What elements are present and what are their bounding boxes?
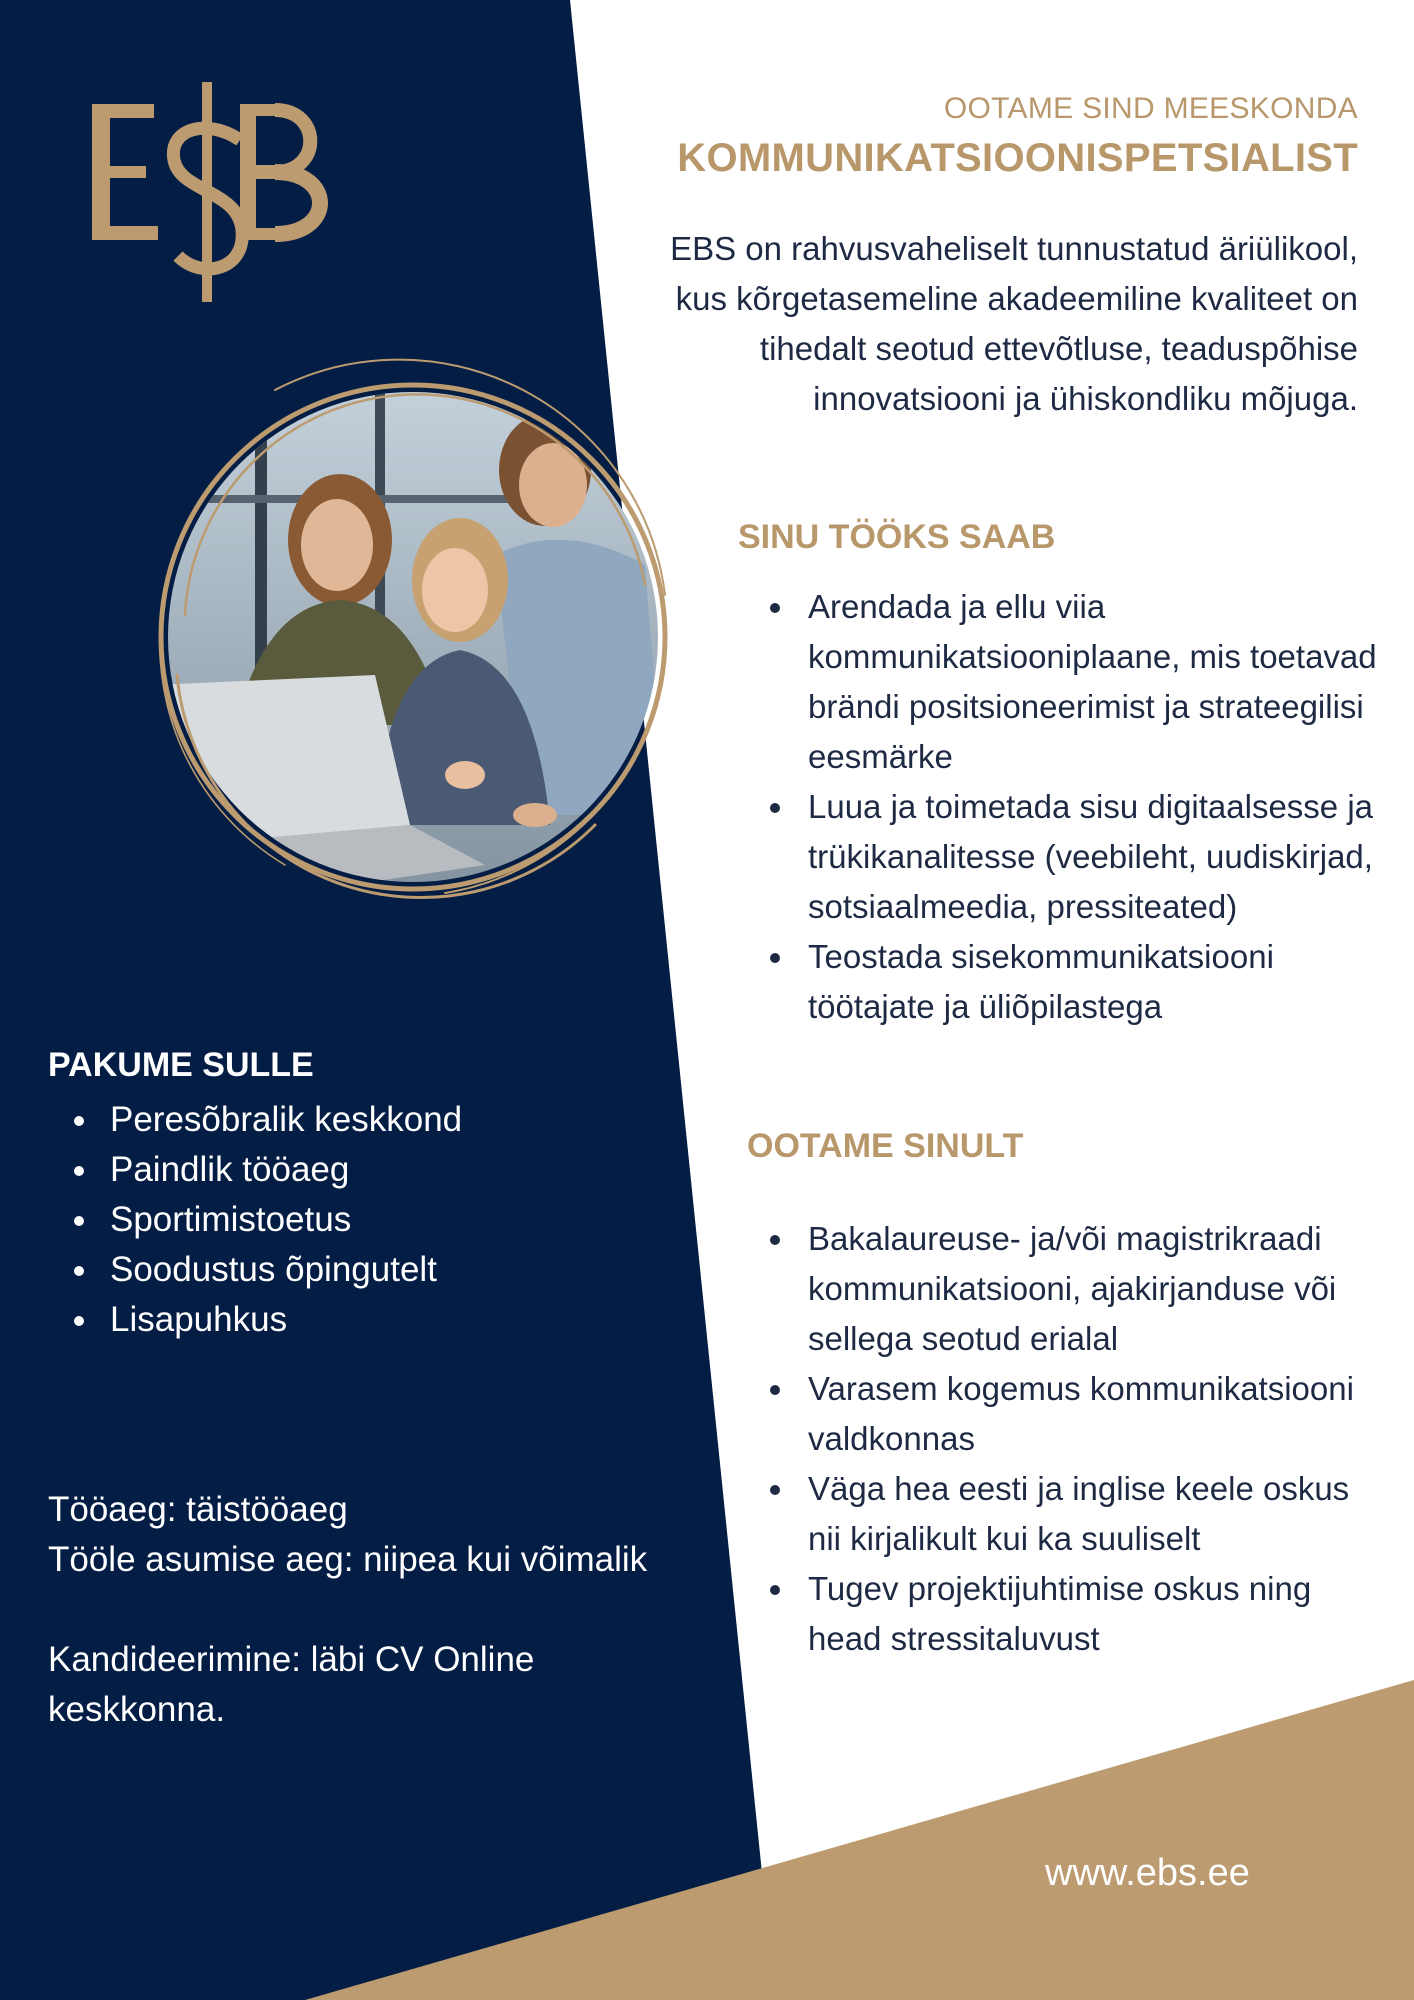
website-link[interactable]: www.ebs.ee (1045, 1852, 1250, 1894)
list-item: Lisapuhkus (72, 1295, 632, 1345)
intro-paragraph: EBS on rahvusvaheliselt tunnustatud äriülikool, kus kõrgetasemeline akadeemiline kvaliteet on tihedalt seotud ettevõtluse, teaduspõhise innovatsiooni ja ühiskondliku mõjuga. (670, 230, 1358, 417)
list-item: Teostada sisekommunikatsiooni töötajate ja üliõpilastega (770, 932, 1390, 1032)
list-item: Varasem kogemus kommunikatsiooni valdkonnas (770, 1364, 1390, 1464)
job-title: KOMMUNIKATSIOONISPETSIALIST (677, 136, 1358, 180)
list-item: Peresõbralik keskkond (72, 1095, 632, 1145)
work-hours: Tööaeg: täistööaeg (48, 1490, 348, 1529)
list-item: Luua ja toimetada sisu digitaalsesse ja trükikanalitesse (veebileht, uudiskirjad, sotsiaalmeedia, pressiteated) (770, 782, 1390, 932)
offer-list (72, 1095, 632, 1345)
list-item: Väga hea eesti ja inglise keele oskus nii kirjalikult kui ka suuliselt (770, 1464, 1390, 1564)
team-photo (125, 345, 705, 925)
list-item: Sportimistoetus (72, 1195, 632, 1245)
requirements-list (770, 1214, 1390, 1664)
start-date: Tööle asumise aeg: niipea kui võimalik (48, 1540, 648, 1579)
hiring-eyebrow: OOTAME SIND MEESKONDA (943, 92, 1358, 125)
list-item: Soodustus õpingutelt (72, 1245, 632, 1295)
offer-heading: PAKUME SULLE (48, 1046, 314, 1084)
list-item: Tugev projektijuhtimise oskus ning head stressitaluvust (770, 1564, 1390, 1664)
application-info: Kandideerimine: läbi CV Online keskkonna. (48, 1640, 535, 1729)
duties-list (770, 582, 1390, 1032)
list-item: Arendada ja ellu viia kommunikatsiooniplaane, mis toetavad brändi positsioneerimist ja strateegilisi eesmärke (770, 582, 1390, 782)
list-item: Bakalaureuse- ja/või magistrikraadi kommunikatsiooni, ajakirjanduse või sellega seotud erialal (770, 1214, 1390, 1364)
requirements-heading: OOTAME SINULT (747, 1127, 1024, 1165)
list-item: Paindlik tööaeg (72, 1145, 632, 1195)
ebs-monogram-logo (90, 80, 340, 310)
duties-heading: SINU TÖÖKS SAAB (738, 518, 1056, 556)
